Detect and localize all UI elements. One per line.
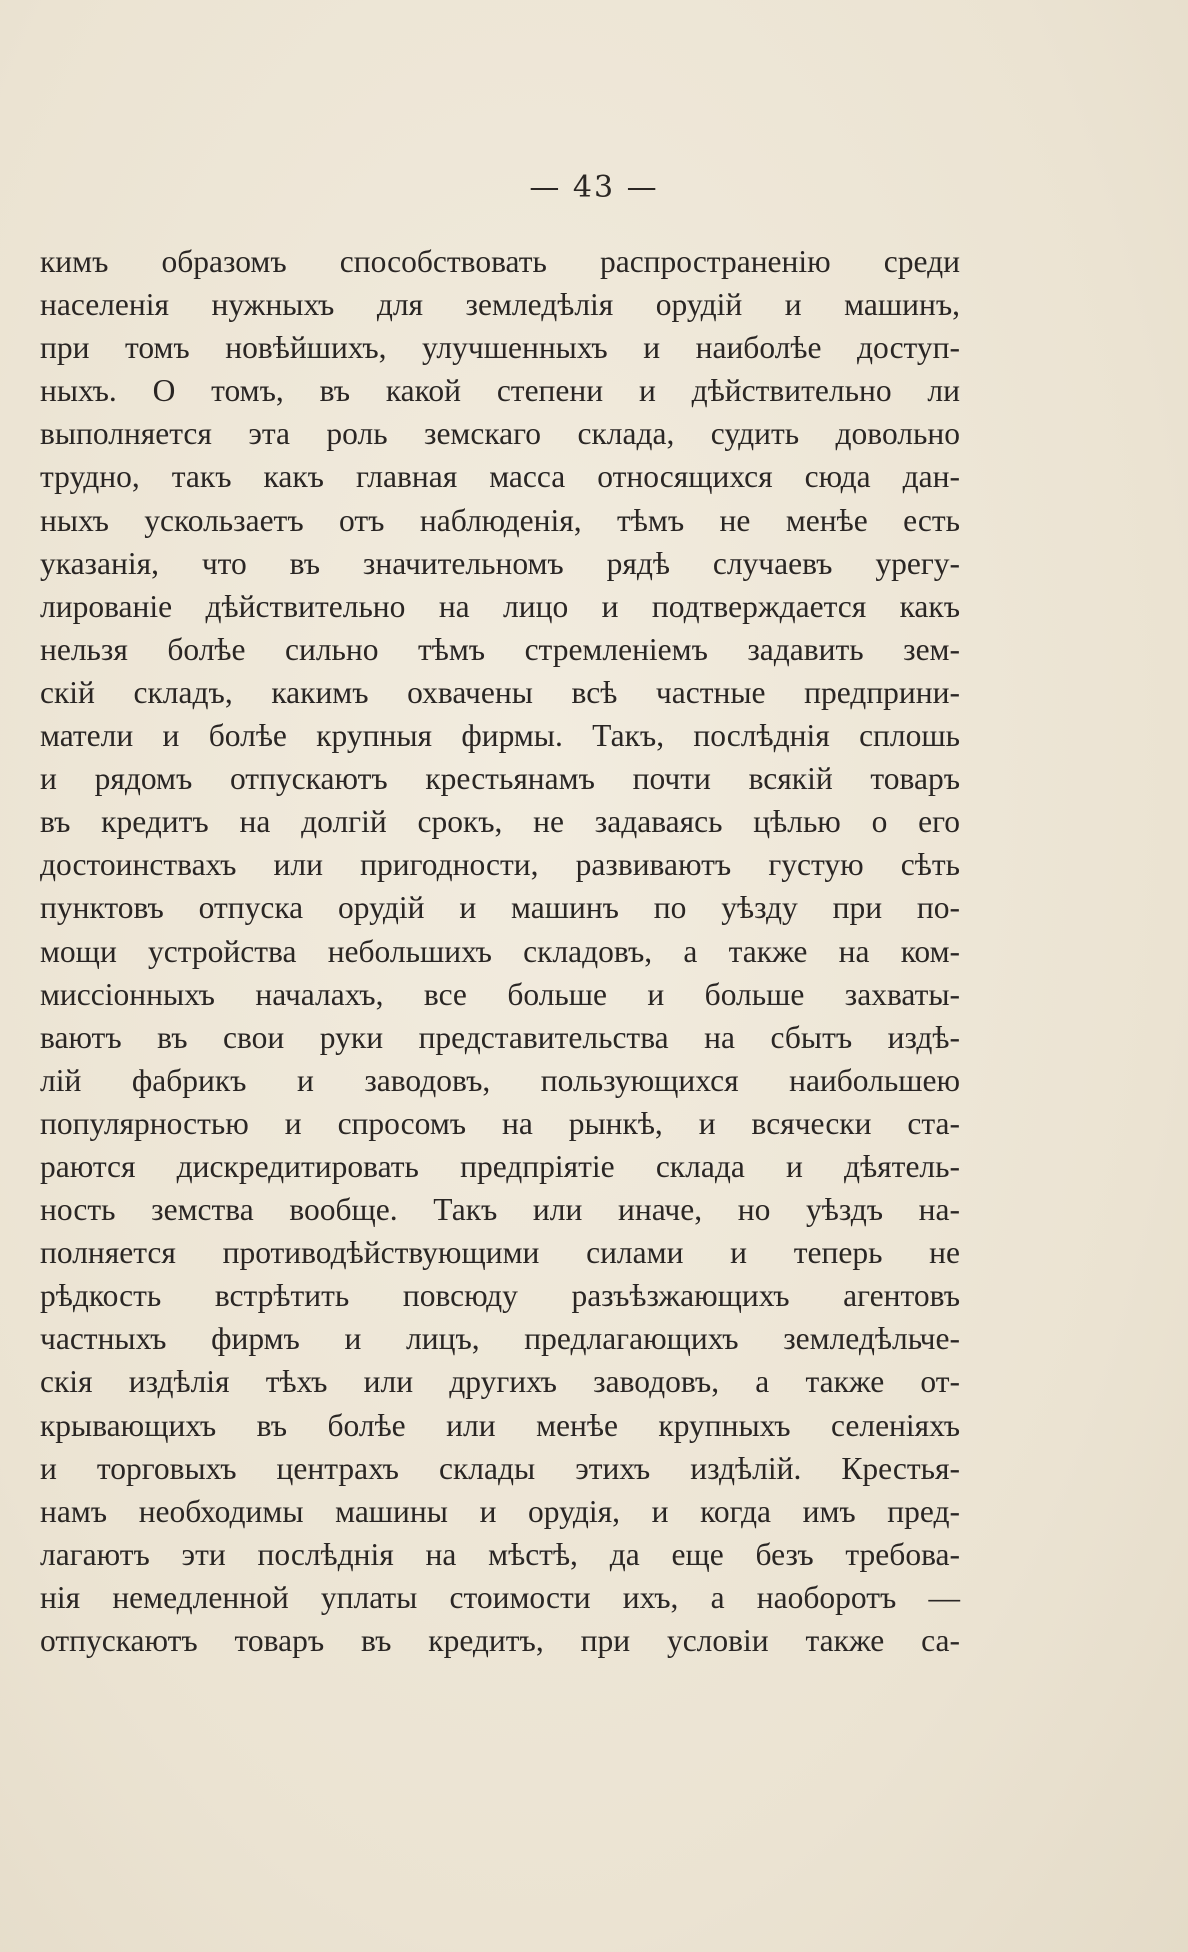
text-line-30: намъ необходимы машины и орудія, и когда имъ пред- [40, 1493, 960, 1529]
text-line-11: скій складъ, какимъ охвачены всѣ частные предприни- [40, 674, 960, 710]
text-line-19: ваютъ въ свои руки представительства на сбытъ издѣ- [40, 1019, 960, 1055]
text-line-17: мощи устройства небольшихъ складовъ, а также на ком- [40, 933, 960, 969]
text-line-13: и рядомъ отпускаютъ крестьянамъ почти всякій товаръ [40, 761, 960, 797]
text-line-9: лированіе дѣйствительно на лицо и подтверждается какъ [40, 588, 960, 624]
text-line-24: полняется противодѣйствующими силами и теперь не [40, 1235, 960, 1271]
text-line-8: указанія, что въ значительномъ рядѣ случаевъ урегу- [40, 545, 960, 581]
text-line-12: матели и болѣе крупныя фирмы. Такъ, послѣднія сплошь [40, 718, 960, 754]
text-line-20: лій фабрикъ и заводовъ, пользующихся наибольшею [40, 1062, 960, 1098]
text-line-33: отпускаютъ товаръ въ кредитъ, при условіи также са- [40, 1623, 960, 1658]
text-line-31: лагаютъ эти послѣднія на мѣстѣ, да еще безъ требова- [40, 1536, 960, 1572]
text-line-5: выполняется эта роль земскаго склада, судить довольно [40, 416, 960, 452]
text-line-1: кимъ образомъ способствовать распространенію среди [40, 244, 960, 279]
text-line-16: пунктовъ отпуска орудій и машинъ по уѣзду при по- [40, 890, 960, 926]
text-line-18: миссіонныхъ началахъ, все больше и больше захваты- [40, 976, 960, 1012]
text-line-10: нельзя болѣе сильно тѣмъ стремленіемъ задавить зем- [40, 631, 960, 667]
text-line-3: при томъ новѣйшихъ, улучшенныхъ и наиболѣе доступ- [40, 330, 960, 366]
text-line-26: частныхъ фирмъ и лицъ, предлагающихъ земледѣльче- [40, 1321, 960, 1357]
text-line-28: крывающихъ въ болѣе или менѣе крупныхъ селеніяхъ [40, 1407, 960, 1443]
text-line-25: рѣдкость встрѣтить повсюду разъѣзжающихъ агентовъ [40, 1278, 960, 1314]
page-number: — 43 — [529, 170, 659, 205]
text-line-29: и торговыхъ центрахъ склады этихъ издѣлій. Крестья- [40, 1450, 960, 1486]
text-line-21: популярностью и спросомъ на рынкѣ, и всячески ста- [40, 1105, 960, 1141]
text-line-27: скія издѣлія тѣхъ или другихъ заводовъ, а также от- [40, 1364, 960, 1400]
body-text [40, 240, 960, 1662]
text-line-7: ныхъ ускользаетъ отъ наблюденія, тѣмъ не менѣе есть [40, 502, 960, 538]
text-line-2: населенія нужныхъ для земледѣлія орудій и машинъ, [40, 287, 960, 323]
text-line-6: трудно, такъ какъ главная масса относящихся сюда дан- [40, 459, 960, 495]
text-line-15: достоинствахъ или пригодности, развиваютъ густую сѣть [40, 847, 960, 883]
text-line-23: ность земства вообще. Такъ или иначе, но уѣздъ на- [40, 1192, 960, 1228]
text-line-4: ныхъ. О томъ, въ какой степени и дѣйствительно ли [40, 373, 960, 409]
text-line-14: въ кредитъ на долгій срокъ, не задаваясь цѣлью о его [40, 804, 960, 840]
text-line-32: нія немедленной уплаты стоимости ихъ, а наоборотъ — [40, 1579, 960, 1615]
text-line-22: раются дискредитировать предпріятіе склада и дѣятель- [40, 1148, 960, 1184]
